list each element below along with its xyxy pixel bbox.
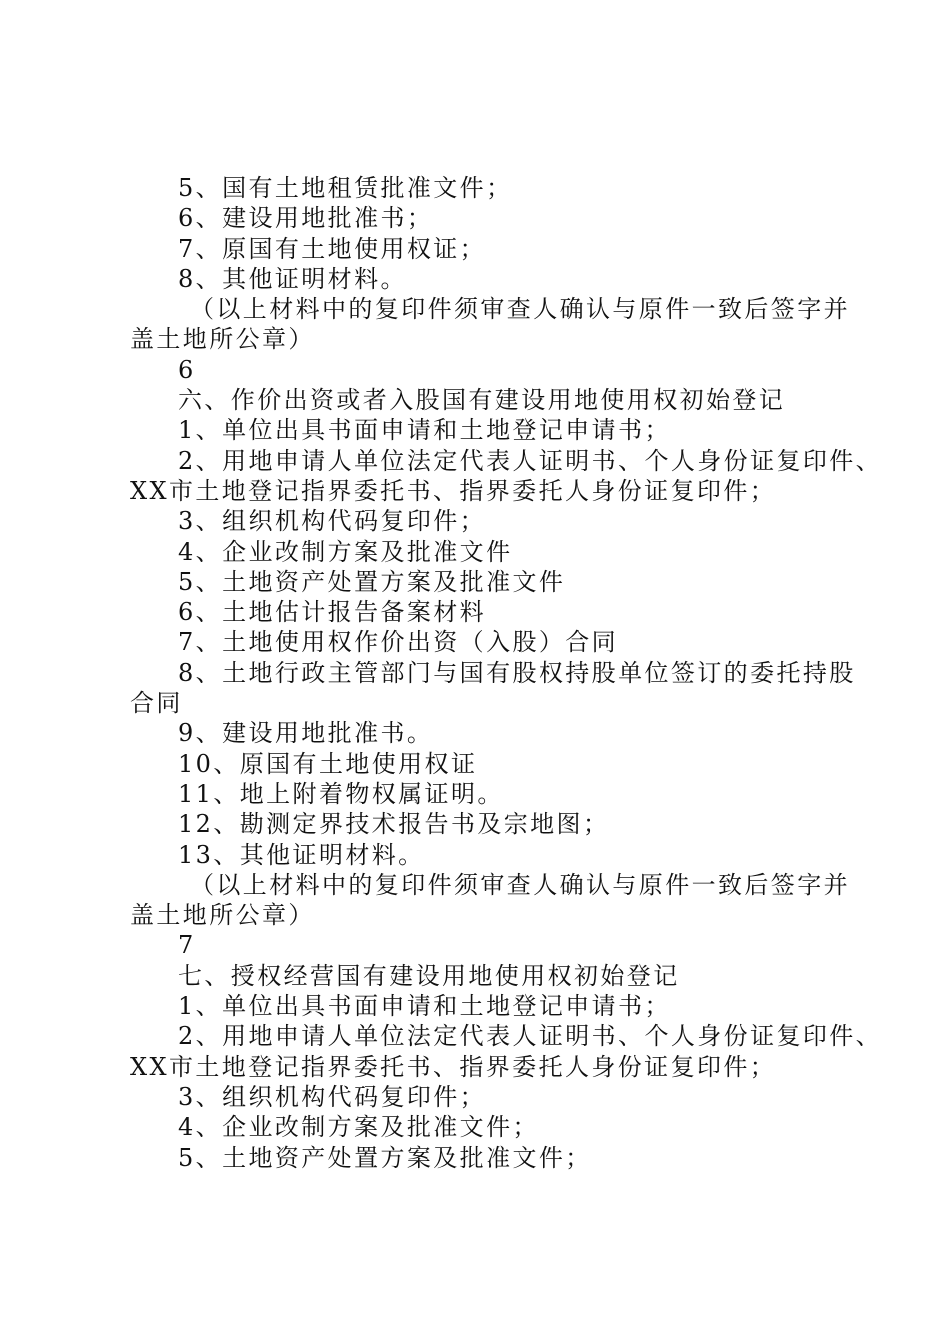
text-line: 12、勘测定界技术报告书及宗地图； [178, 810, 610, 839]
text-line: 8、土地行政主管部门与国有股权持股单位签订的委托持股 [178, 658, 856, 687]
text-line: 7 [178, 931, 196, 960]
text-line: 4、企业改制方案及批准文件 [178, 537, 513, 566]
text-line: 11、地上附着物权属证明。 [178, 779, 504, 808]
text-line: 2、用地申请人单位法定代表人证明书、个人身份证复印件、 [178, 446, 883, 475]
text-line: （以上材料中的复印件须审查人确认与原件一致后签字并 [190, 295, 850, 324]
text-line: 2、用地申请人单位法定代表人证明书、个人身份证复印件、 [178, 1022, 883, 1051]
text-line: 9、建设用地批准书。 [178, 719, 434, 748]
text-line: 7、原国有土地使用权证； [178, 234, 487, 263]
text-line: 六、作价出资或者入股国有建设用地使用权初始登记 [178, 386, 786, 415]
text-line: 8、其他证明材料。 [178, 264, 407, 293]
text-line: 5、国有土地租赁批准文件； [178, 174, 513, 202]
text-line: 1、单位出具书面申请和土地登记申请书； [178, 992, 671, 1021]
text-line: 10、原国有土地使用权证 [178, 749, 478, 778]
text-line: 6 [178, 355, 196, 384]
document-page [130, 173, 883, 1173]
text-line: 6、土地估计报告备案材料 [178, 598, 487, 627]
text-line: 盖土地所公章） [130, 325, 315, 354]
text-line: 1、单位出具书面申请和土地登记申请书； [178, 416, 671, 445]
text-line: 7、土地使用权作价出资（入股）合同 [178, 628, 619, 657]
text-line: XX市土地登记指界委托书、指界委托人身份证复印件； [130, 1052, 777, 1081]
text-line: 5、土地资产处置方案及批准文件 [178, 567, 566, 596]
text-line: 3、组织机构代码复印件； [178, 1082, 487, 1111]
text-line: 合同 [130, 689, 183, 718]
text-line: （以上材料中的复印件须审查人确认与原件一致后签字并 [190, 870, 850, 899]
text-line: 5、土地资产处置方案及批准文件； [178, 1143, 592, 1172]
text-line: 七、授权经营国有建设用地使用权初始登记 [178, 961, 680, 990]
text-line: XX市土地登记指界委托书、指界委托人身份证复印件； [130, 476, 777, 505]
text-line: 13、其他证明材料。 [178, 840, 425, 869]
text-line: 6、建设用地批准书； [178, 204, 434, 233]
text-line: 4、企业改制方案及批准文件； [178, 1113, 539, 1142]
text-line: 3、组织机构代码复印件； [178, 507, 487, 536]
text-line: 盖土地所公章） [130, 901, 315, 930]
